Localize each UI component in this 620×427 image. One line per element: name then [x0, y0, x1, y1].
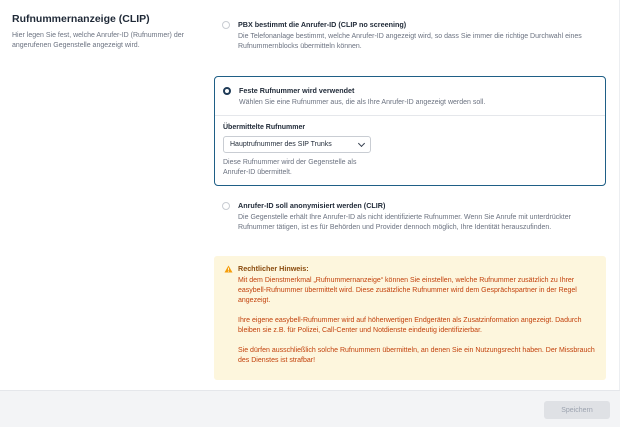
- transmitted-number-label: Übermittelte Rufnummer: [223, 124, 306, 131]
- option-label: Anrufer-ID soll anonymisiert werden (CLIR): [238, 201, 386, 210]
- legal-notice-box: [214, 256, 606, 380]
- option-label: PBX bestimmt die Anrufer-ID (CLIP no screening): [238, 20, 407, 29]
- option-description: Die Telefonanlage bestimmt, welche Anrufer-ID angezeigt wird, so dass Sie immer die richtige Durchwahl eines Rufnummernblocks übermitteln können.: [238, 33, 582, 50]
- select-value: Hauptrufnummer des SIP Trunks: [230, 141, 332, 148]
- transmitted-number-help: Diese Rufnummer wird der Gegenstelle als Anrufer-ID übermittelt.: [223, 159, 357, 176]
- save-button[interactable]: Speichern: [544, 401, 610, 419]
- legal-notice-body: [238, 276, 596, 366]
- section-title: Rufnummernanzeige (CLIP): [12, 13, 150, 25]
- warning-triangle-icon: [224, 265, 233, 273]
- radio-clip-no-screening[interactable]: [222, 21, 230, 29]
- option-fixed-number[interactable]: [214, 76, 606, 186]
- legal-notice-title: Rechtlicher Hinweis:: [238, 264, 309, 273]
- radio-clir[interactable]: [222, 202, 230, 210]
- transmitted-number-select[interactable]: [223, 136, 371, 153]
- transmitted-number-group: [223, 124, 373, 178]
- section-description: Hier legen Sie fest, welche Anrufer-ID (Rufnummer) der angerufenen Gegenstelle angezeigt wird.: [12, 32, 184, 49]
- section-header: [12, 13, 202, 51]
- option-label: Feste Rufnummer wird verwendet: [239, 86, 355, 95]
- legal-notice-paragraph: Ihre eigene easybell-Rufnummer wird auf höherwertigen Endgeräten als Zusatzinformation angezeigt. Dadurch bleiben sie z.B. für Polizei, Call-Center und Notdienste eindeutig identifizierbar.: [238, 317, 582, 334]
- option-clip-no-screening[interactable]: [214, 20, 606, 52]
- radio-fixed-number[interactable]: [223, 87, 231, 95]
- legal-notice-paragraph: Sie dürfen ausschließlich solche Rufnummern übermitteln, an denen Sie ein Nutzungsrecht haben. Der Missbrauch des Dienstes ist strafbar!: [238, 347, 595, 364]
- divider: [215, 115, 605, 116]
- chevron-down-icon: [358, 139, 365, 146]
- option-clir[interactable]: [214, 201, 606, 233]
- legal-notice-paragraph: Mit dem Dienstmerkmal „Rufnummernanzeige“ können Sie einstellen, welche Rufnummer zusätzlich zu Ihrer easybell-Rufnummer übermittelt wird. Diese zusätzliche Rufnummer wird dem Gesprächspartner in der Regel angezeigt.: [238, 277, 577, 304]
- option-description: Wählen Sie eine Rufnummer aus, die als Ihre Anrufer-ID angezeigt werden soll.: [239, 99, 486, 106]
- footer-bar: [0, 390, 620, 427]
- option-description: Die Gegenstelle erhält Ihre Anrufer-ID als nicht identifizierte Rufnummer. Wenn Sie Anrufe mit unterdrückter Rufnummer tätigen, ist es für Behörden und Provider dennoch möglich, Ihre Identität herauszufinden.: [238, 214, 571, 231]
